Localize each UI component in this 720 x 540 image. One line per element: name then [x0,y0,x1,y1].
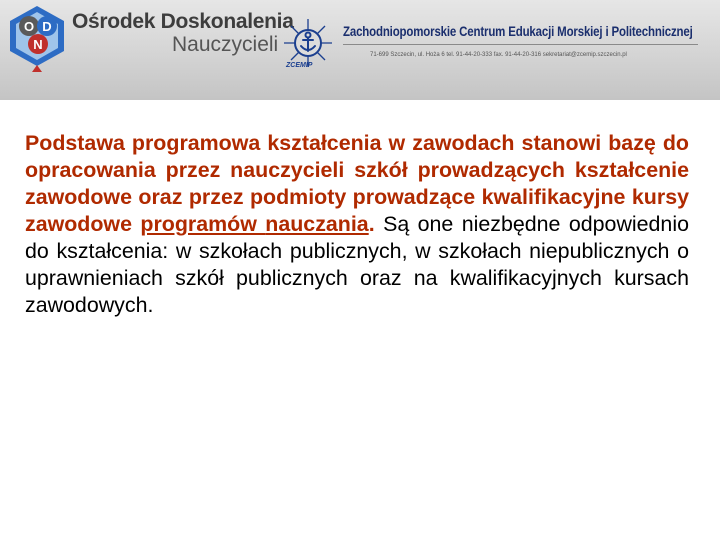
link-programow[interactable]: programów [140,212,266,236]
odn-logo-icon [6,4,68,74]
odn-logo-letter-d: D [42,19,52,34]
period: . [368,212,375,236]
zcemip-label: ZCEMIP [286,62,313,69]
main-paragraph [25,130,689,319]
link-nauczania[interactable]: nauczania [265,212,369,236]
header-banner [0,0,720,100]
odn-subtitle: Nauczycieli [172,33,279,56]
contact-address: 71-699 Szczecin, ul. Hoża 6 tel. 91-44-20-333 fax. 91-44-20-316 sekretariat@zcemip.szczecin.pl [370,52,627,58]
odn-logo-letter-o: O [23,19,35,34]
odn-logo-letter-n: N [33,37,43,52]
header-divider [343,44,698,45]
odn-title: Ośrodek Doskonalenia [72,10,294,33]
bold-text: Podstawa programowa kształcenia w zawodach stanowi bazę do opracowania przez nauczycieli szkół prowadzących kształcenie zawodowe oraz przez podmioty prowadzące kwalifikacyjne kursy zawodowe [25,131,689,236]
institution-name: Zachodniopomorskie Centrum Edukacji Morskiej i Politechnicznej [343,23,693,39]
normal-text: Są one niezbędne odpowiednio do kształcenia: w szkołach publicznych, w szkołach niepublicznych o uprawnieniach szkół publicznych oraz na kwalifikacyjnych kursach zawodowych. [25,212,689,317]
